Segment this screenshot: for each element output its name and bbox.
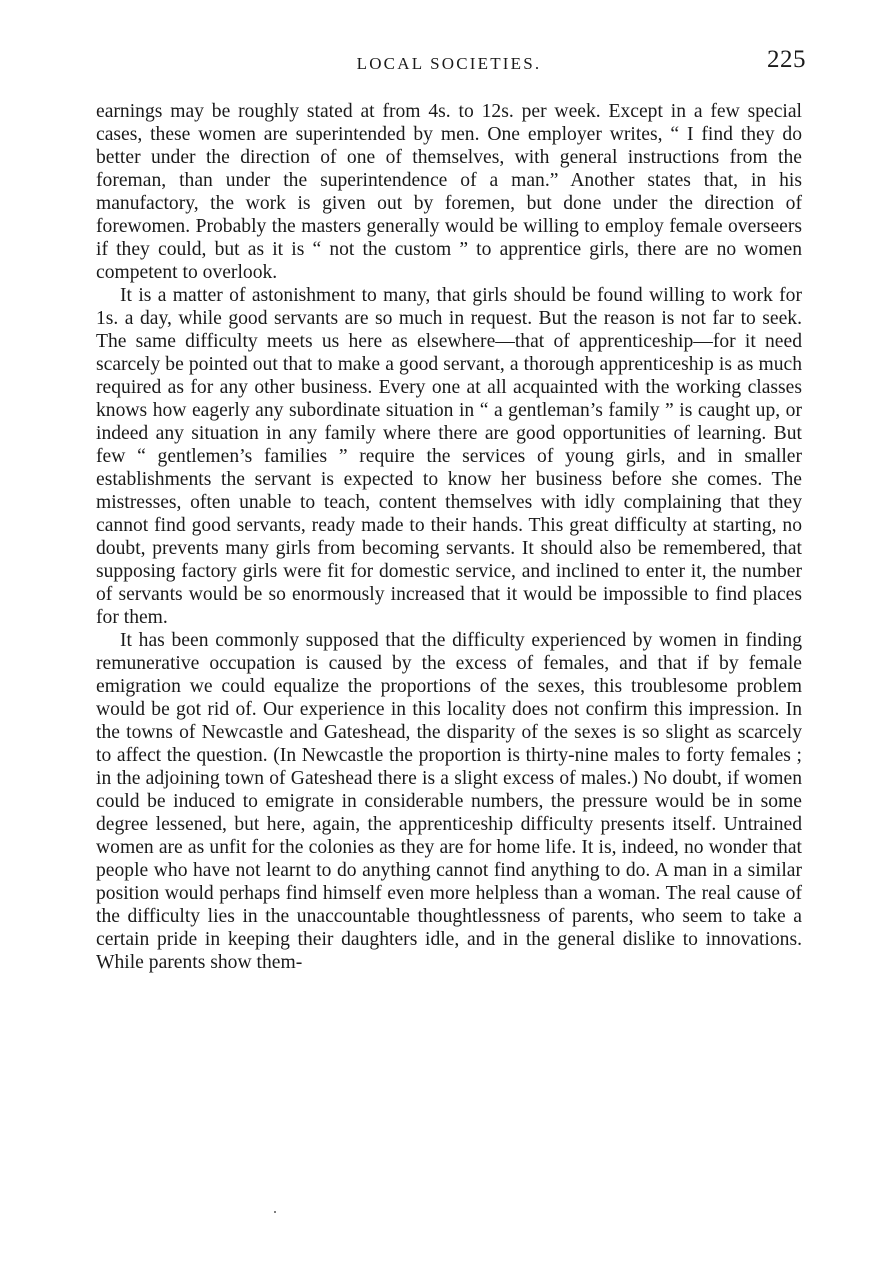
page-number: 225 <box>767 46 806 73</box>
running-title: LOCAL SOCIETIES. <box>356 54 542 73</box>
running-head <box>96 44 806 84</box>
print-speck <box>274 1211 276 1213</box>
paragraph-1: earnings may be roughly stated at from 4s. to 12s. per week. Except in a few special cases, these women are superintended by men. One employer writes, “ I find they do better under the direction of one of themselves, with general instructions from the foreman, than under the superintendence of a man.” Another states that, in his manufactory, the work is given out by foremen, but done under the direction of forewomen. Probably the masters generally would be willing to employ female overseers if they could, but as it is “ not the custom ” to apprentice girls, there are no women competent to overlook. <box>96 101 802 283</box>
book-page <box>96 44 806 974</box>
body-text <box>96 100 802 974</box>
paragraph-3: It has been commonly supposed that the difficulty experienced by women in finding remunerative occupation is caused by the excess of females, and that if by female emigration we could equalize the proportions of the sexes, this troublesome problem would be got rid of. Our experience in this locality does not confirm this impression. In the towns of Newcastle and Gateshead, the disparity of the sexes is so slight as scarcely to affect the question. (In Newcastle the proportion is thirty-nine males to forty females ; in the adjoining town of Gateshead there is a slight excess of males.) No doubt, if women could be induced to emigrate in considerable numbers, the pressure would be in some degree lessened, but here, again, the apprenticeship difficulty presents itself. Untrained women are as unfit for the colonies as they are for home life. It is, indeed, no wonder that people who have not learnt to do anything cannot find anything to do. A man in a similar position would perhaps find himself even more helpless than a woman. The real cause of the difficulty lies in the unaccountable thoughtlessness of parents, who seem to take a certain pride in keeping their daughters idle, and in the general dislike to innovations. While parents show them- <box>96 630 802 973</box>
paragraph-2: It is a matter of astonishment to many, that girls should be found willing to work for 1s. a day, while good servants are so much in request. But the reason is not far to seek. The same difficulty meets us here as elsewhere—that of apprenticeship—for it need scarcely be pointed out that to make a good servant, a thorough apprenticeship is as much required as for any other business. Every one at all acquainted with the working classes knows how eagerly any subordinate situation in “ a gentleman’s family ” is caught up, or indeed any situation in any family where there are good opportunities of learning. But few “ gentlemen’s families ” require the services of young girls, and in smaller establishments the servant is expected to know her business before she comes. The mistresses, often unable to teach, content themselves with idly complaining that they cannot find good servants, ready made to their hands. This great difficulty at starting, no doubt, prevents many girls from becoming servants. It should also be remembered, that supposing factory girls were fit for domestic service, and inclined to enter it, the number of servants would be so enormously increased that it would be impossible to find places for them. <box>96 285 802 628</box>
